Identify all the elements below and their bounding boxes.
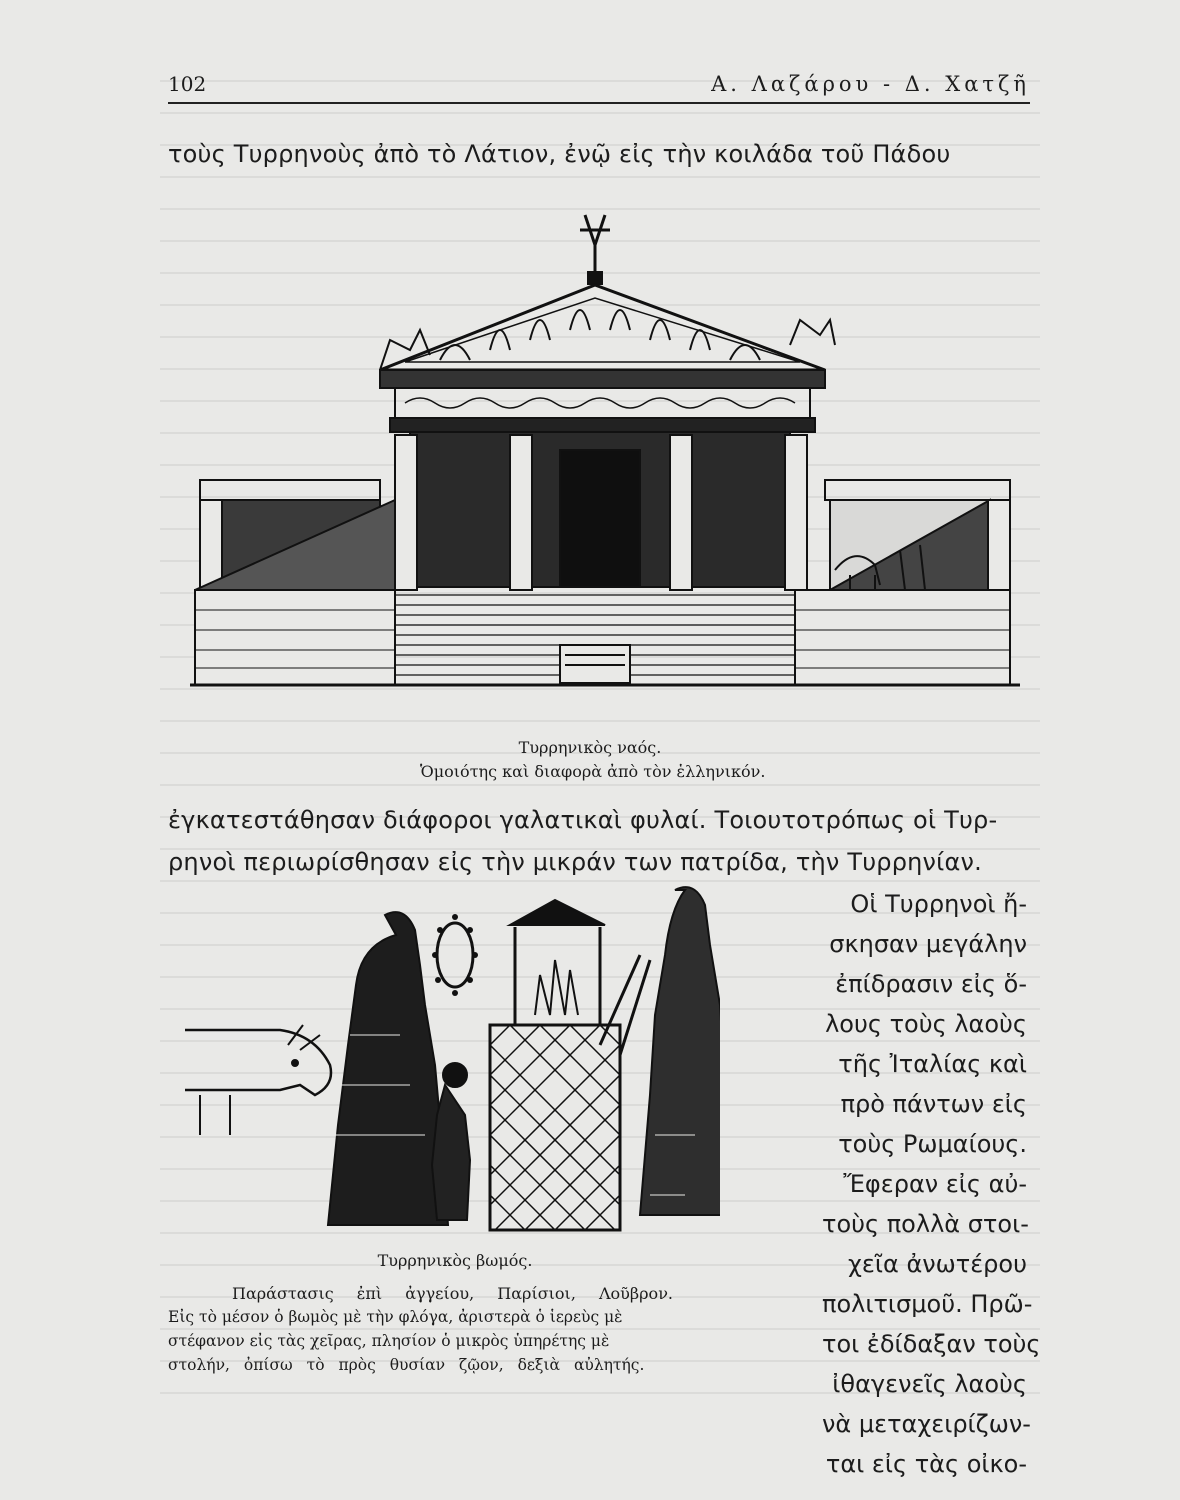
temple-illustration <box>190 190 1035 710</box>
column-text-line: τοὺς Ρωμαίους. <box>838 1130 1027 1158</box>
body-text-line: ἐγκατεστάθησαν διάφοροι γαλατικαὶ φυλαί. Τοιουτοτρόπως οἱ Τυρ- <box>168 806 998 834</box>
column-text-line: πρὸ πάντων εἰς <box>840 1090 1027 1118</box>
column-text-line: ται εἰς τὰς οἰκο- <box>825 1450 1027 1478</box>
body-text-line-top: τοὺς Τυρρηνοὺς ἀπὸ τὸ Λάτιον, ἐνῷ εἰς τὴν κοιλάδα τοῦ Πάδου <box>168 140 951 168</box>
altar-caption-line: Εἰς τὸ μέσον ὁ βωμὸς μὲ τὴν φλόγα, ἀριστερὰ ὁ ἱερεὺς μὲ <box>168 1308 623 1326</box>
column-text-line: λους τοὺς λαοὺς <box>825 1010 1027 1038</box>
column-text-line: τοὺς πολλὰ στοι- <box>822 1210 1029 1238</box>
column-text-line: πολιτισμοῦ. Πρῶ- <box>822 1290 1033 1318</box>
altar-caption-line: Παράστασις ἐπὶ ἀγγείου, Παρίσιοι, Λοῦβρον. <box>232 1284 673 1303</box>
running-head: Α. Λαζάρου - Δ. Χατζῆ <box>711 72 1030 96</box>
altar-caption-line: στέφανον εἰς τὰς χεῖρας, πλησίον ὁ μικρὸς ὑπηρέτης μὲ <box>168 1332 610 1350</box>
column-text-line: ἐπίδρασιν εἰς ὅ- <box>835 970 1027 998</box>
page-number: 102 <box>168 72 207 96</box>
column-text-line: ἰθαγενεῖς λαοὺς <box>832 1370 1027 1398</box>
column-text-line: τοι ἐδίδαξαν τοὺς <box>822 1330 1041 1358</box>
column-text-line: σκησαν μεγάλην <box>829 930 1027 958</box>
temple-caption-title: Τυρρηνικὸς ναός. <box>518 738 662 757</box>
page-header <box>168 68 1030 104</box>
temple-caption-subtitle: Ὁμοιότης καὶ διαφορὰ ἀπὸ τὸν ἑλληνικόν. <box>420 762 766 781</box>
column-text-line: Οἱ Τυρρηνοὶ ἤ- <box>850 890 1027 918</box>
altar-caption-title: Τυρρηνικὸς βωμός. <box>377 1251 533 1270</box>
column-text-line: νὰ μεταχειρίζων- <box>822 1410 1031 1438</box>
column-text-line: Ἔφεραν εἰς αὐ- <box>843 1170 1027 1198</box>
altar-vase-illustration <box>180 885 720 1240</box>
column-text-line: χεῖα ἀνωτέρου <box>848 1250 1027 1278</box>
body-text-line: ρηνοὶ περιωρίσθησαν εἰς τὴν μικράν των πατρίδα, τὴν Τυρρηνίαν. <box>168 848 982 876</box>
altar-caption-line: στολήν, ὀπίσω τὸ πρὸς θυσίαν ζῷον, δεξιὰ αὐλητής. <box>168 1356 645 1374</box>
column-text-line: τῆς Ἰταλίας καὶ <box>838 1050 1027 1078</box>
